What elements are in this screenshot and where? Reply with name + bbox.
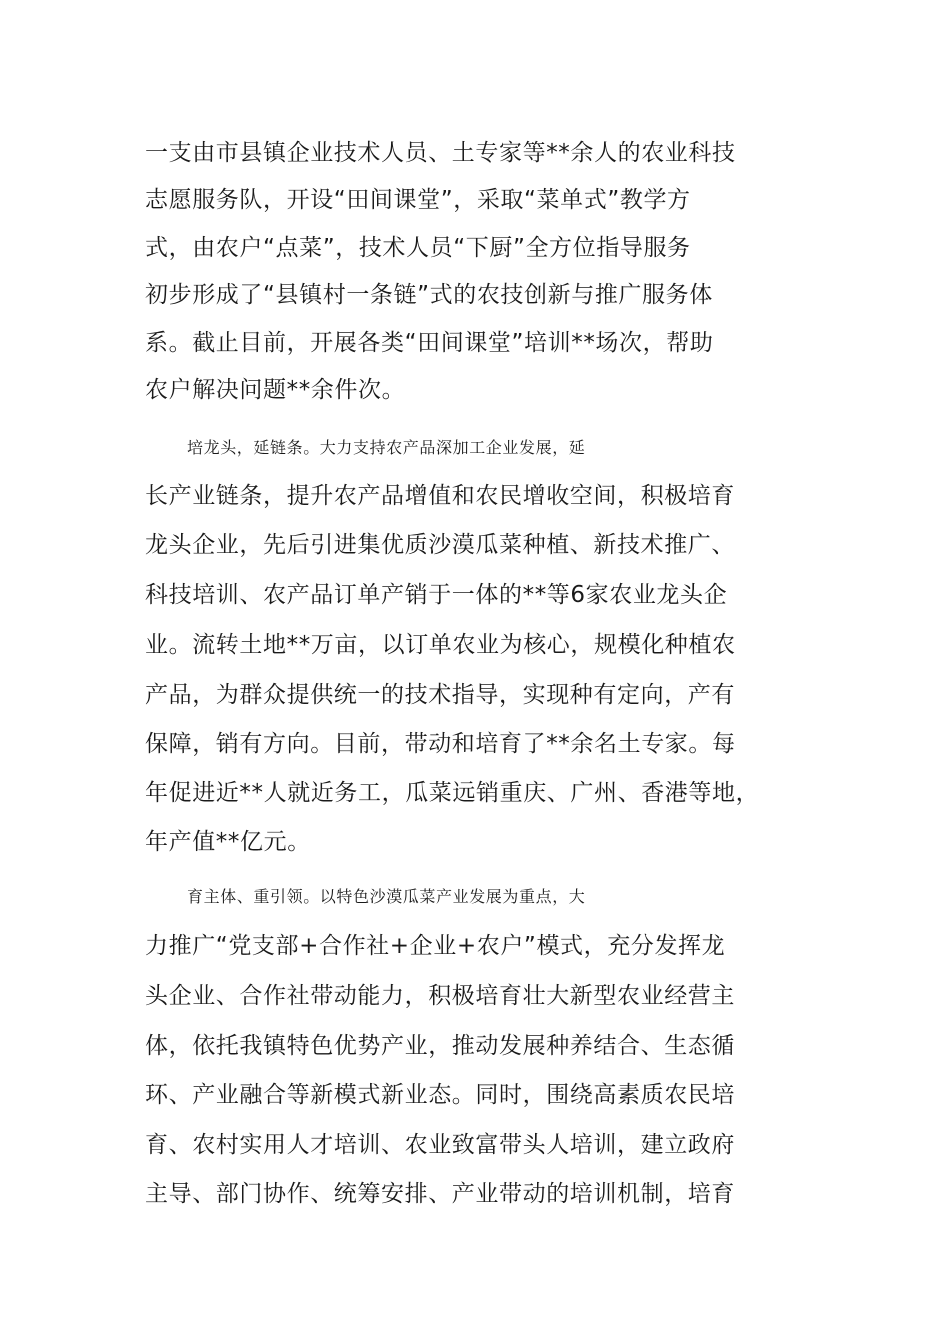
paragraph-1-line-6: 农户解决问题**余件次。 bbox=[145, 377, 406, 403]
paragraph-1-line-5: 系。截止目前，开展各类“田间课堂”培训**场次，帮助 bbox=[145, 330, 714, 356]
paragraph-2-line-3: 龙头企业，先后引进集优质沙漠瓜菜种植、新技术推广、 bbox=[145, 532, 735, 558]
paragraph-3-line-6: 育、农村实用人才培训、农业致富带头人培训，建立政府 bbox=[145, 1132, 735, 1158]
paragraph-1-line-3: 式，由农户“点菜”，技术人员“下厨”全方位指导服务 bbox=[145, 235, 691, 261]
paragraph-3-line-7: 主导、部门协作、统筹安排、产业带动的培训机制，培育 bbox=[145, 1181, 735, 1207]
paragraph-1-line-2: 志愿服务队，开设“田间课堂”，采取“菜单式”教学方 bbox=[145, 187, 691, 213]
paragraph-2-line-7: 保障，销有方向。目前，带动和培育了**余名土专家。每 bbox=[145, 731, 736, 757]
paragraph-2-line-5: 业。流转土地**万亩，以订单农业为核心，规模化种植农 bbox=[145, 632, 736, 658]
paragraph-1-line-4: 初步形成了“县镇村一条链”式的农技创新与推广服务体 bbox=[145, 282, 713, 308]
paragraph-1-line-1: 一支由市县镇企业技术人员、土专家等**余人的农业科技 bbox=[145, 140, 736, 166]
paragraph-3-line-1: 育主体、重引领。以特色沙漠瓜菜产业发展为重点，大 bbox=[187, 887, 586, 906]
paragraph-2-line-9: 年产值**亿元。 bbox=[145, 829, 311, 855]
paragraph-2-line-4: 科技培训、农产品订单产销于一体的**等6家农业龙头企 bbox=[145, 582, 728, 608]
paragraph-3-line-2: 力推广“党支部+合作社+企业+农户”模式，充分发挥龙 bbox=[145, 933, 726, 959]
paragraph-3-line-4: 体，依托我镇特色优势产业，推动发展种养结合、生态循 bbox=[145, 1033, 735, 1059]
paragraph-2-line-8: 年促进近**人就近务工，瓜菜远销重庆、广州、香港等地， bbox=[145, 780, 760, 806]
paragraph-2-line-6: 产品，为群众提供统一的技术指导，实现种有定向，产有 bbox=[145, 682, 735, 708]
paragraph-3-line-5: 环、产业融合等新模式新业态。同时，围绕高素质农民培 bbox=[145, 1082, 735, 1108]
paragraph-3-line-3: 头企业、合作社带动能力，积极培育壮大新型农业经营主 bbox=[145, 983, 735, 1009]
paragraph-2-line-1: 培龙头，延链条。大力支持农产品深加工企业发展，延 bbox=[187, 438, 586, 457]
paragraph-2-line-2: 长产业链条，提升农产品增值和农民增收空间，积极培育 bbox=[145, 483, 735, 509]
